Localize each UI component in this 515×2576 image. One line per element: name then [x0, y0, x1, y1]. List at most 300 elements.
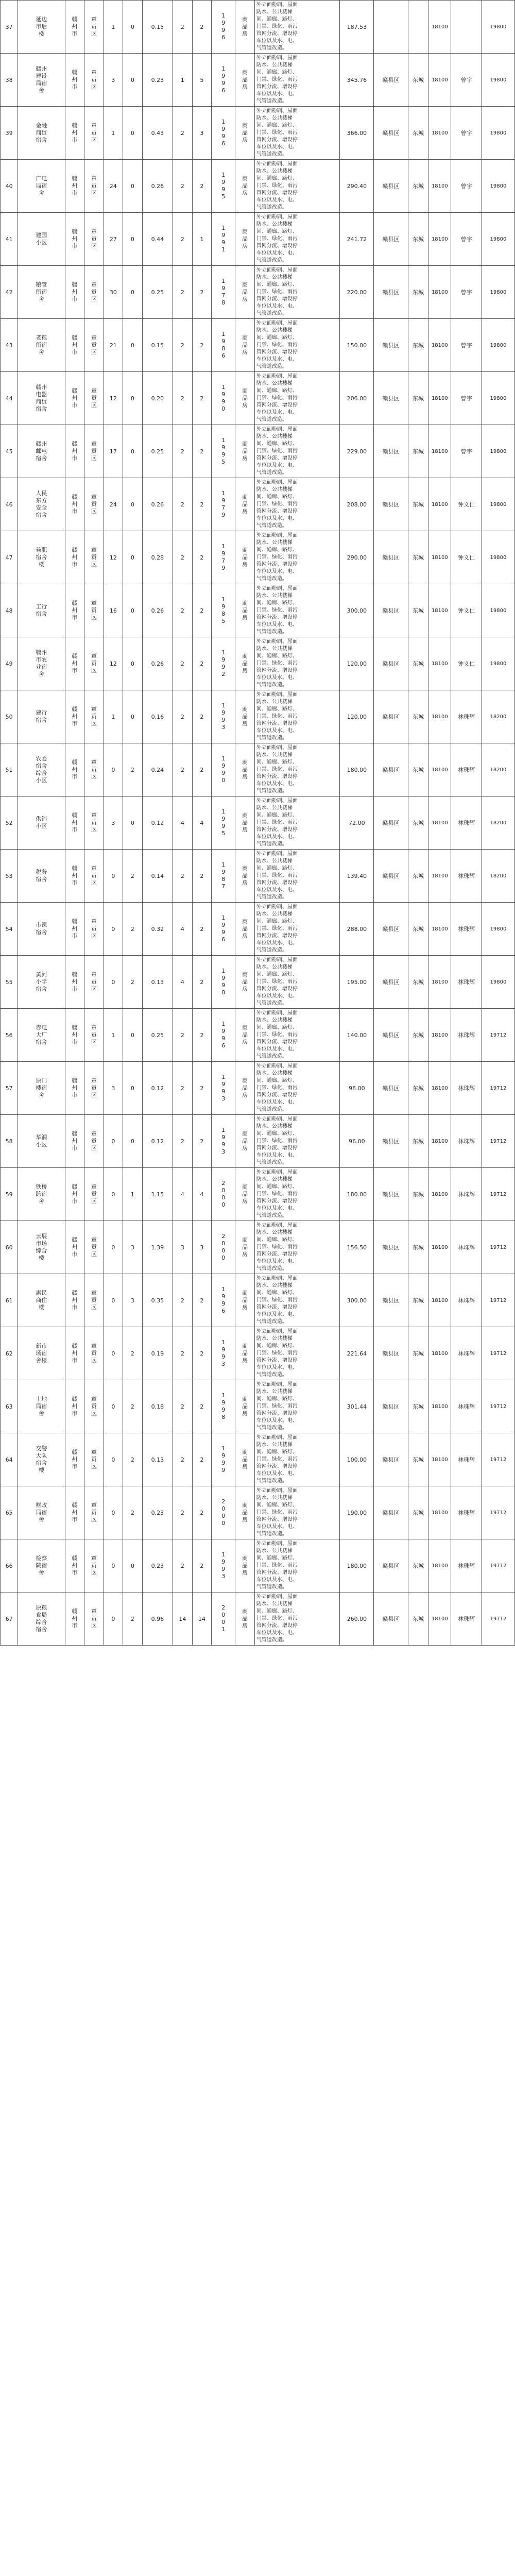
phone: 18100 — [431, 1563, 448, 1569]
units: 2 — [200, 342, 204, 349]
project-name-cell — [18, 1486, 65, 1539]
build-year: 1990 — [221, 755, 226, 784]
renovation-line: 气管道改造。 — [256, 1319, 287, 1325]
build-year: 1995 — [221, 172, 226, 200]
housing-type: 商品房 — [242, 16, 248, 37]
renovation-line: 门禁、绿化、雨污 — [256, 1191, 298, 1197]
area-value-cell — [142, 584, 173, 637]
row-number: 63 — [5, 1403, 13, 1410]
street: 东城 — [412, 554, 424, 561]
count-b-cell — [123, 690, 142, 743]
contact-phone-cell — [482, 743, 514, 796]
count-b: 0 — [130, 713, 134, 720]
project-name-cell — [18, 584, 65, 637]
renovation-area: 300.00 — [347, 1297, 367, 1304]
table-row — [1, 1592, 515, 1646]
renovation-line: 防水、公共楼梯 — [256, 805, 293, 811]
renovation-area-cell — [340, 1221, 374, 1274]
renovation-line: 车位以及水、电、 — [256, 463, 298, 468]
count-b-cell — [123, 425, 142, 478]
city: 赣州市 — [72, 440, 78, 462]
count-a-cell — [104, 213, 123, 266]
units-cell — [192, 1539, 211, 1592]
housing-type-cell — [235, 956, 254, 1009]
street-cell — [408, 1274, 428, 1327]
count-a: 12 — [109, 554, 117, 561]
count-a-cell — [104, 478, 123, 531]
district: 章贡区 — [91, 653, 97, 674]
table-row — [1, 637, 515, 690]
owner-unit-cell — [374, 54, 408, 107]
units-cell — [192, 1221, 211, 1274]
phone: 18100 — [431, 1138, 448, 1144]
row-number: 47 — [5, 554, 13, 561]
area-value-cell — [142, 213, 173, 266]
contact-name: 林珠辉 — [458, 1509, 475, 1516]
district: 章贡区 — [91, 1183, 97, 1205]
renovation-line: 间、通廊、路灯、 — [256, 759, 298, 765]
renovation-line: 气管道改造。 — [256, 523, 287, 529]
build-year: 2000 — [221, 1180, 226, 1208]
street-cell — [408, 319, 428, 372]
row-number-cell — [1, 107, 18, 160]
owner-unit-cell — [374, 319, 408, 372]
floors-cell — [173, 1380, 192, 1433]
phone: 18100 — [431, 289, 448, 295]
renovation-area-cell — [340, 1327, 374, 1380]
owner-unit-cell — [374, 1539, 408, 1592]
renovation-line: 防水、公共楼梯 — [256, 1601, 293, 1607]
renovation-area: 290.00 — [347, 554, 367, 561]
renovation-line: 管网分流、增设停 — [256, 1570, 298, 1575]
contact-phone: 19800 — [490, 130, 507, 136]
contact-phone-cell — [482, 54, 514, 107]
renovation-area: 180.00 — [347, 1191, 367, 1198]
housing-type-cell — [235, 1115, 254, 1168]
owner-unit: 赣县区 — [382, 501, 400, 508]
row-number-cell — [1, 478, 18, 531]
contact-name-cell — [451, 1221, 482, 1274]
renovation-line: 管网分流、增设停 — [256, 1145, 298, 1151]
count-b: 2 — [130, 1403, 134, 1410]
renovation-content-cell — [254, 1380, 339, 1433]
city: 赣州市 — [72, 69, 78, 90]
city: 赣州市 — [72, 759, 78, 780]
build-year-cell — [212, 425, 235, 478]
count-a-cell — [104, 956, 123, 1009]
street: 东城 — [412, 76, 424, 83]
district: 章贡区 — [91, 547, 97, 568]
street: 东城 — [412, 342, 424, 349]
phone: 18100 — [431, 1032, 448, 1038]
project-name: 延边市后楼 — [36, 16, 47, 37]
project-name: 建国小区 — [36, 232, 47, 246]
owner-unit-cell — [374, 584, 408, 637]
district-cell — [84, 319, 104, 372]
count-a: 3 — [111, 819, 115, 826]
floors: 2 — [180, 129, 184, 137]
renovation-content-cell — [254, 319, 339, 372]
owner-unit: 赣县区 — [382, 872, 400, 879]
renovation-line: 外立面粉刷、屋面 — [256, 427, 298, 432]
renovation-line: 门禁、绿化、雨污 — [256, 1456, 298, 1462]
contact-name-cell — [451, 796, 482, 850]
renovation-line: 车位以及水、电、 — [256, 834, 298, 840]
contact-name-cell — [451, 160, 482, 213]
renovation-content-cell — [254, 425, 339, 478]
city-cell — [65, 690, 84, 743]
row-number: 52 — [5, 819, 13, 826]
renovation-area: 241.72 — [347, 235, 367, 243]
table-row — [1, 1062, 515, 1115]
renovation-line: 间、通廊、路灯、 — [256, 1449, 298, 1455]
renovation-line: 气管道改造。 — [256, 311, 287, 316]
count-a: 0 — [111, 872, 115, 879]
district-cell — [84, 1168, 104, 1221]
housing-type: 商品房 — [242, 122, 248, 143]
contact-name: 林珠辉 — [458, 1084, 475, 1092]
area-value: 0.15 — [151, 342, 164, 349]
city: 赣州市 — [72, 1024, 78, 1045]
city-cell — [65, 160, 84, 213]
table-row — [1, 266, 515, 319]
renovation-line: 车位以及水、电、 — [256, 1630, 298, 1636]
floors: 2 — [180, 660, 184, 667]
area-value: 0.13 — [151, 1456, 164, 1463]
contact-name-cell — [451, 425, 482, 478]
contact-phone: 18200 — [490, 873, 507, 879]
table-row — [1, 850, 515, 903]
renovation-line: 管网分流、增设停 — [256, 986, 298, 992]
contact-phone: 19800 — [490, 979, 507, 985]
phone: 18100 — [431, 1403, 448, 1410]
owner-unit-cell — [374, 478, 408, 531]
owner-unit: 赣县区 — [382, 448, 400, 455]
floors: 2 — [180, 289, 184, 296]
build-year-cell — [212, 796, 235, 850]
housing-type: 商品房 — [242, 175, 248, 196]
district: 章贡区 — [91, 918, 97, 939]
district-cell — [84, 584, 104, 637]
renovation-line: 外立面粉刷、屋面 — [256, 55, 298, 61]
units: 2 — [200, 607, 204, 614]
units: 2 — [200, 501, 204, 508]
renovation-content-cell — [254, 1486, 339, 1539]
renovation-area: 187.53 — [347, 23, 367, 30]
city-cell — [65, 54, 84, 107]
renovation-line: 气管道改造。 — [256, 576, 287, 582]
street: 东城 — [412, 1031, 424, 1039]
contact-phone-cell — [482, 1221, 514, 1274]
floors: 2 — [180, 1138, 184, 1145]
city: 赣州市 — [72, 494, 78, 515]
table-row — [1, 160, 515, 213]
units-cell — [192, 1327, 211, 1380]
row-number: 48 — [5, 607, 13, 614]
floors: 3 — [180, 1244, 184, 1251]
renovation-line: 管网分流、增设停 — [256, 668, 298, 673]
owner-unit-cell — [374, 1062, 408, 1115]
housing-type-cell — [235, 743, 254, 796]
renovation-area: 100.00 — [347, 1456, 367, 1463]
owner-unit-cell — [374, 372, 408, 425]
count-b-cell — [123, 1, 142, 54]
renovation-line: 气管道改造。 — [256, 417, 287, 422]
contact-phone: 19712 — [490, 1032, 507, 1038]
contact-phone: 19712 — [490, 1510, 507, 1516]
area-value: 0.15 — [151, 23, 164, 30]
owner-unit-cell — [374, 1486, 408, 1539]
street-cell — [408, 850, 428, 903]
city-cell — [65, 850, 84, 903]
renovation-line: 车位以及水、电、 — [256, 1418, 298, 1423]
floors-cell — [173, 584, 192, 637]
renovation-line: 气管道改造。 — [256, 1160, 287, 1165]
units: 2 — [200, 23, 204, 30]
row-number-cell — [1, 850, 18, 903]
project-name-cell — [18, 266, 65, 319]
floors-cell — [173, 1539, 192, 1592]
contact-phone-cell — [482, 903, 514, 956]
count-b-cell — [123, 1274, 142, 1327]
renovation-line: 外立面粉刷、屋面 — [256, 2, 298, 8]
renovation-line: 气管道改造。 — [256, 629, 287, 635]
phone-cell — [428, 1009, 451, 1062]
district: 章贡区 — [91, 175, 97, 196]
count-a: 16 — [109, 607, 117, 614]
owner-unit-cell — [374, 1009, 408, 1062]
count-b-cell — [123, 584, 142, 637]
housing-type: 商品房 — [242, 600, 248, 621]
housing-type-cell — [235, 213, 254, 266]
count-b: 0 — [130, 448, 134, 455]
build-year: 1987 — [221, 861, 226, 890]
build-year: 1991 — [221, 225, 226, 253]
city-cell — [65, 372, 84, 425]
district: 章贡区 — [91, 1396, 97, 1417]
housing-type: 商品房 — [242, 1236, 248, 1258]
units-cell — [192, 1380, 211, 1433]
project-name: 财政局宿舍 — [36, 1502, 47, 1523]
contact-phone-cell — [482, 319, 514, 372]
phone: 18100 — [431, 554, 448, 561]
city: 赣州市 — [72, 1608, 78, 1629]
renovation-content-cell — [254, 1009, 339, 1062]
count-b: 1 — [130, 1191, 134, 1198]
table-row — [1, 531, 515, 584]
street: 东城 — [412, 395, 424, 402]
renovation-line: 外立面粉刷、屋面 — [256, 480, 298, 485]
renovation-area-cell — [340, 637, 374, 690]
area-value: 0.12 — [151, 1138, 164, 1145]
renovation-line: 管网分流、增设停 — [256, 349, 298, 355]
street-cell — [408, 372, 428, 425]
build-year: 1995 — [221, 808, 226, 837]
phone-cell — [428, 107, 451, 160]
build-year: 1978 — [221, 278, 226, 306]
count-b: 0 — [130, 23, 134, 30]
renovation-line: 外立面粉刷、屋面 — [256, 374, 298, 379]
row-number-cell — [1, 213, 18, 266]
area-value-cell — [142, 796, 173, 850]
area-value-cell — [142, 1062, 173, 1115]
build-year-cell — [212, 1327, 235, 1380]
renovation-line: 气管道改造。 — [256, 1637, 287, 1643]
contact-name: 林珠辉 — [458, 978, 475, 986]
street: 东城 — [412, 713, 424, 720]
owner-unit: 赣县区 — [382, 1562, 400, 1569]
units-cell — [192, 903, 211, 956]
units-cell — [192, 1009, 211, 1062]
project-name: 赤电大厂宿舍 — [36, 1024, 47, 1045]
renovation-line: 门禁、绿化、雨污 — [256, 24, 298, 29]
renovation-line: 车位以及水、电、 — [256, 1046, 298, 1052]
renovation-line: 门禁、绿化、雨污 — [256, 1297, 298, 1303]
renovation-area-cell — [340, 1486, 374, 1539]
renovation-line: 气管道改造。 — [256, 788, 287, 794]
contact-name: 林珠辉 — [458, 1350, 475, 1357]
project-name: 供销小区 — [36, 816, 47, 829]
renovation-line: 管网分流、增设停 — [256, 1358, 298, 1363]
count-a: 24 — [109, 501, 117, 508]
units: 2 — [200, 1084, 204, 1092]
contact-name-cell — [451, 1168, 482, 1221]
row-number: 60 — [5, 1244, 13, 1251]
contact-phone-cell — [482, 425, 514, 478]
project-name: 赣州邮电宿舍 — [36, 440, 47, 462]
contact-phone: 19800 — [490, 660, 507, 667]
phone: 18100 — [431, 24, 448, 30]
build-year: 1979 — [221, 543, 226, 571]
units: 2 — [200, 448, 204, 455]
project-name: 新市场宿舍楼 — [36, 1343, 47, 1364]
row-number: 66 — [5, 1562, 13, 1569]
count-a-cell — [104, 1, 123, 54]
count-a-cell — [104, 1327, 123, 1380]
units-cell — [192, 850, 211, 903]
build-year-cell — [212, 850, 235, 903]
district: 章贡区 — [91, 334, 97, 355]
housing-type: 商品房 — [242, 281, 248, 302]
contact-name: 林珠辉 — [458, 1138, 475, 1145]
units: 2 — [200, 1456, 204, 1463]
renovation-line: 间、通廊、路灯、 — [256, 335, 298, 341]
renovation-line: 外立面粉刷、屋面 — [256, 1594, 298, 1600]
street: 东城 — [412, 1138, 424, 1145]
row-number: 56 — [5, 1031, 13, 1039]
street: 东城 — [412, 1615, 424, 1622]
city-cell — [65, 1486, 84, 1539]
street-cell — [408, 1433, 428, 1486]
renovation-line: 间、通廊、路灯、 — [256, 16, 298, 22]
row-number-cell — [1, 1592, 18, 1646]
street: 东城 — [412, 819, 424, 826]
count-b-cell — [123, 1115, 142, 1168]
phone-cell — [428, 531, 451, 584]
row-number: 59 — [5, 1191, 13, 1198]
floors: 2 — [180, 182, 184, 190]
build-year-cell — [212, 1221, 235, 1274]
row-number: 42 — [5, 289, 13, 296]
contact-name-cell — [451, 1062, 482, 1115]
housing-type-cell — [235, 1221, 254, 1274]
renovation-line: 车位以及水、电、 — [256, 1206, 298, 1211]
district-cell — [84, 1380, 104, 1433]
street-cell — [408, 425, 428, 478]
housing-type: 商品房 — [242, 1343, 248, 1364]
renovation-line: 气管道改造。 — [256, 735, 287, 741]
renovation-line: 间、通廊、路灯、 — [256, 388, 298, 394]
units-cell — [192, 637, 211, 690]
units: 3 — [200, 129, 204, 137]
contact-name-cell — [451, 1327, 482, 1380]
contact-phone-cell — [482, 478, 514, 531]
floors: 2 — [180, 501, 184, 508]
renovation-line: 防水、公共楼梯 — [256, 752, 293, 758]
renovation-area-cell — [340, 531, 374, 584]
renovation-area-cell — [340, 850, 374, 903]
build-year-cell — [212, 54, 235, 107]
row-number: 57 — [5, 1084, 13, 1092]
owner-unit: 赣县区 — [382, 925, 400, 933]
count-b-cell — [123, 54, 142, 107]
renovation-line: 防水、公共楼梯 — [256, 1283, 293, 1289]
district-cell — [84, 1, 104, 54]
phone: 18100 — [431, 1510, 448, 1516]
renovation-line: 外立面粉刷、屋面 — [256, 745, 298, 751]
renovation-content-cell — [254, 1592, 339, 1646]
owner-unit: 赣县区 — [382, 713, 400, 720]
owner-unit: 赣县区 — [382, 607, 400, 614]
phone-cell — [428, 903, 451, 956]
city: 赣州市 — [72, 1183, 78, 1205]
renovation-line: 门禁、绿化、雨污 — [256, 873, 298, 878]
renovation-line: 防水、公共楼梯 — [256, 434, 293, 439]
renovation-area-cell — [340, 160, 374, 213]
renovation-line: 防水、公共楼梯 — [256, 1230, 293, 1235]
count-a-cell — [104, 1433, 123, 1486]
city-cell — [65, 1115, 84, 1168]
contact-name: 曾宇 — [460, 235, 472, 243]
city-cell — [65, 956, 84, 1009]
street-cell — [408, 478, 428, 531]
street: 东城 — [412, 289, 424, 296]
district-cell — [84, 1115, 104, 1168]
district-cell — [84, 372, 104, 425]
city-cell — [65, 107, 84, 160]
renovation-line: 间、通廊、路灯、 — [256, 1078, 298, 1083]
project-name-cell — [18, 1327, 65, 1380]
renovation-line: 防水、公共楼梯 — [256, 593, 293, 599]
housing-type-cell — [235, 1327, 254, 1380]
city-cell — [65, 213, 84, 266]
area-value: 0.96 — [151, 1615, 164, 1622]
renovation-content-cell — [254, 584, 339, 637]
housing-type: 商品房 — [242, 1555, 248, 1576]
project-name-cell — [18, 372, 65, 425]
district: 章贡区 — [91, 1343, 97, 1364]
renovation-content-cell — [254, 690, 339, 743]
renovation-line: 防水、公共楼梯 — [256, 1442, 293, 1448]
row-number: 65 — [5, 1509, 13, 1516]
contact-phone: 19712 — [490, 1085, 507, 1091]
project-name: 交警大队宿舍楼 — [36, 1445, 47, 1473]
count-a: 3 — [111, 76, 115, 83]
contact-phone: 19800 — [490, 395, 507, 401]
count-a: 24 — [109, 182, 117, 190]
build-year: 1996 — [221, 1021, 226, 1049]
housing-type-cell — [235, 903, 254, 956]
